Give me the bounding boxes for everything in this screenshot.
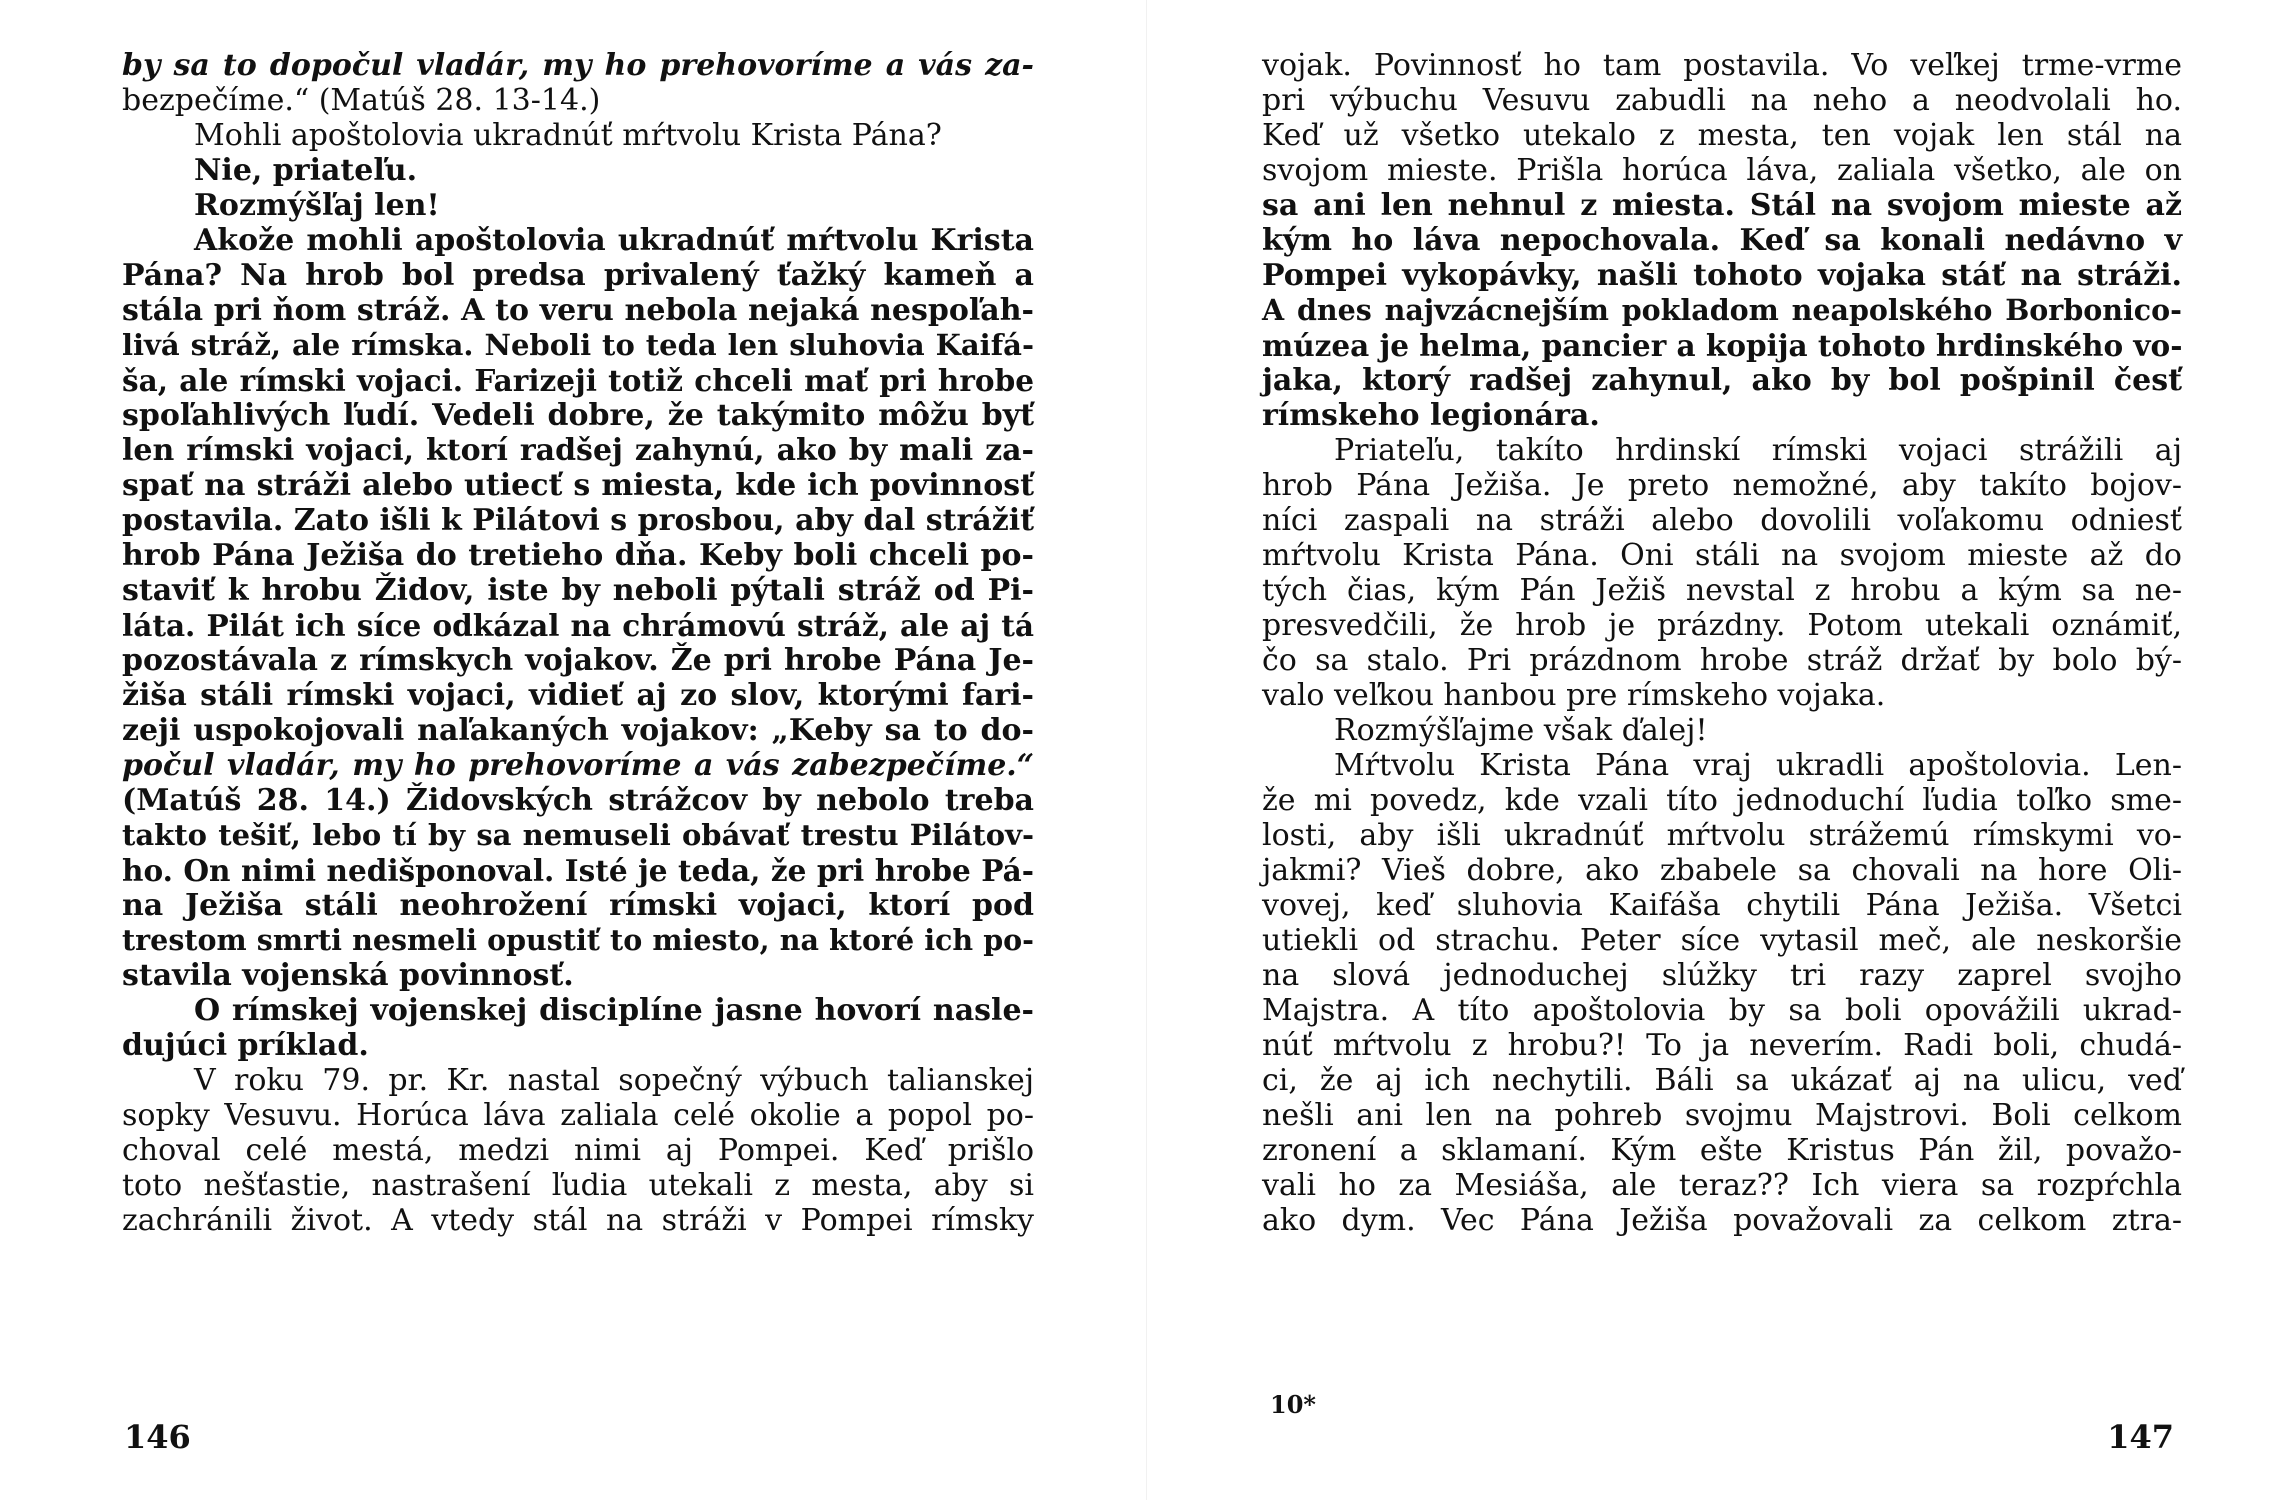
text-line: pri výbuchu Vesuvu zabudli na neho a neodvolali ho. bbox=[1262, 83, 2182, 118]
text-line: Nie, priateľu. bbox=[194, 153, 418, 188]
text-line: zachránili život. A vtedy stál na stráži v Pompei rímsky bbox=[122, 1203, 1034, 1238]
text-line: staviť k hrobu Židov, iste by neboli pýtali stráž od Pi- bbox=[122, 573, 1034, 608]
text-line: Mohli apoštolovia ukradnúť mŕtvolu Krista Pána? bbox=[194, 118, 942, 153]
text-line: Pána? Na hrob bol predsa privalený ťažký kameň a bbox=[122, 258, 1034, 293]
text-line: ako dym. Vec Pána Ježiša považovali za celkom ztra- bbox=[1262, 1203, 2182, 1238]
text-line: múzea je helma, pancier a kopija tohoto hrdinského vo- bbox=[1262, 328, 2183, 363]
text-line: ci, že aj ich nechytili. Báli sa ukázať aj na ulicu, veď bbox=[1262, 1063, 2182, 1098]
text-line: čo sa stalo. Pri prázdnom hrobe stráž držať by bolo bý- bbox=[1262, 643, 2182, 678]
right-page bbox=[1146, 0, 2292, 1500]
text-line: svojom mieste. Prišla horúca láva, zaliala všetko, ale on bbox=[1262, 153, 2182, 188]
text-line: na Ježiša stáli neohrožení rímski vojaci, ktorí pod bbox=[122, 888, 1034, 923]
text-line: O rímskej vojenskej disciplíne jasne hovorí nasle- bbox=[194, 993, 1034, 1028]
left-page-number: 146 bbox=[124, 1418, 191, 1456]
text-line: utiekli od strachu. Peter síce vytasil meč, ale neskoršie bbox=[1262, 923, 2182, 958]
text-line: níci zaspali na stráži alebo dovolili voľakomu odniesť bbox=[1262, 503, 2182, 538]
text-line: mŕtvolu Krista Pána. Oni stáli na svojom mieste až do bbox=[1262, 538, 2182, 573]
printer-signature-mark: 10* bbox=[1270, 1390, 1316, 1419]
text-line: spať na stráži alebo utiecť s miesta, kde ich povinnosť bbox=[122, 468, 1034, 503]
text-line: stavila vojenská povinnosť. bbox=[122, 958, 574, 993]
text-line: rímskeho legionára. bbox=[1262, 398, 1600, 433]
text-line: pozostávala z rímskych vojakov. Že pri hrobe Pána Je- bbox=[122, 643, 1034, 678]
text-line: bezpečíme.“ (Matúš 28. 13-14.) bbox=[122, 83, 601, 118]
text-line: spoľahlivých ľudí. Vedeli dobre, že takýmito môžu byť bbox=[122, 398, 1034, 433]
text-line: valo veľkou hanbou pre rímskeho vojaka. bbox=[1262, 678, 1886, 713]
right-page-text bbox=[1262, 48, 2182, 1238]
text-line: Majstra. A títo apoštolovia by sa boli opovážili ukrad- bbox=[1262, 993, 2182, 1028]
text-line: by sa to dopočul vladár, my ho prehovoríme a vás za- bbox=[122, 48, 1034, 83]
text-line: presvedčili, že hrob je prázdny. Potom utekali oznámiť, bbox=[1262, 608, 2182, 643]
text-line: stála pri ňom stráž. A to veru nebola nejaká nespoľah- bbox=[122, 293, 1034, 328]
text-line: jaka, ktorý radšej zahynul, ako by bol pošpinil česť bbox=[1262, 363, 2182, 398]
text-line: Priateľu, takíto hrdinskí rímski vojaci strážili aj bbox=[1334, 433, 2182, 468]
text-line: hrob Pána Ježiša. Je preto nemožné, aby takíto bojov- bbox=[1262, 468, 2182, 503]
text-line: takto tešiť, lebo tí by sa nemuseli obávať trestu Pilátov- bbox=[122, 818, 1034, 852]
text-line: ho. On nimi nedišponoval. Isté je teda, že pri hrobe Pá- bbox=[122, 853, 1034, 888]
text-line: počul vladár, my ho prehovoríme a vás zabezpečíme.“ bbox=[122, 748, 1034, 783]
text-line: tých čias, kým Pán Ježiš nevstal z hrobu a kým sa ne- bbox=[1262, 573, 2182, 608]
text-line: sopky Vesuvu. Horúca láva zaliala celé okolie a popol po- bbox=[122, 1098, 1034, 1133]
text-line: hrob Pána Ježiša do tretieho dňa. Keby boli chceli po- bbox=[122, 538, 1034, 573]
right-page-number: 147 bbox=[2107, 1418, 2174, 1456]
text-line: Rozmýšľajme však ďalej! bbox=[1334, 713, 1708, 748]
text-line: kým ho láva nepochovala. Keď sa konali nedávno v bbox=[1262, 223, 2182, 258]
text-line: len rímski vojaci, ktorí radšej zahynú, ako by mali za- bbox=[122, 433, 1034, 468]
text-line: trestom smrti nesmeli opustiť to miesto, na ktoré ich po- bbox=[122, 923, 1034, 957]
left-page-text bbox=[122, 48, 1034, 1238]
text-line: ša, ale rímski vojaci. Farizeji totiž chceli mať pri hrobe bbox=[122, 363, 1034, 398]
text-line: na slová jednoduchej slúžky tri razy zaprel svojho bbox=[1262, 958, 2182, 993]
text-line: že mi povedz, kde vzali títo jednoduchí ľudia toľko sme- bbox=[1262, 783, 2182, 818]
text-line: Akože mohli apoštolovia ukradnúť mŕtvolu Krista bbox=[194, 223, 1034, 258]
text-line: V roku 79. pr. Kr. nastal sopečný výbuch talianskej bbox=[194, 1063, 1034, 1098]
text-line: losti, aby išli ukradnúť mŕtvolu strážemú rímskymi vo- bbox=[1262, 818, 2182, 853]
text-line: livá stráž, ale rímska. Neboli to teda len sluhovia Kaifá- bbox=[122, 328, 1034, 362]
text-line: vovej, keď sluhovia Kaifáša chytili Pána Ježiša. Všetci bbox=[1262, 888, 2182, 923]
text-line: Keď už všetko utekalo z mesta, ten vojak len stál na bbox=[1262, 118, 2182, 153]
text-line: zeji uspokojovali naľakaných vojakov: „Keby sa to do- bbox=[122, 713, 1034, 748]
text-line: žiša stáli rímski vojaci, vidieť aj zo slov, ktorými fari- bbox=[122, 678, 1034, 713]
text-line: toto nešťastie, nastrašení ľudia utekali z mesta, aby si bbox=[122, 1168, 1034, 1203]
text-line: (Matúš 28. 14.) Židovských strážcov by nebolo treba bbox=[122, 783, 1034, 818]
text-line: vali ho za Mesiáša, ale teraz?? Ich viera sa rozpŕchla bbox=[1262, 1168, 2182, 1203]
text-line: Rozmýšľaj len! bbox=[194, 188, 440, 223]
text-line: vojak. Povinnosť ho tam postavila. Vo veľkej trme-vrme bbox=[1262, 48, 2182, 83]
text-line: A dnes najvzácnejším pokladom neapolského Borbonico- bbox=[1262, 293, 2182, 327]
text-line: sa ani len nehnul z miesta. Stál na svojom mieste až bbox=[1262, 188, 2182, 223]
text-line: núť mŕtvolu z hrobu?! To ja neverím. Radi boli, chudá- bbox=[1262, 1028, 2182, 1063]
text-line: nešli ani len na pohreb svojmu Majstrovi. Boli celkom bbox=[1262, 1098, 2182, 1133]
text-line: choval celé mestá, medzi nimi aj Pompei. Keď prišlo bbox=[122, 1133, 1034, 1168]
text-line: postavila. Zato išli k Pilátovi s prosbou, aby dal strážiť bbox=[122, 503, 1034, 538]
text-line: jakmi? Vieš dobre, ako zbabele sa chovali na hore Oli- bbox=[1262, 853, 2182, 888]
text-line: zronení a sklamaní. Kým ešte Kristus Pán žil, považo- bbox=[1262, 1133, 2182, 1168]
text-line: dujúci príklad. bbox=[122, 1028, 369, 1063]
text-line: láta. Pilát ich síce odkázal na chrámovú stráž, ale aj tá bbox=[122, 608, 1034, 643]
text-line: Mŕtvolu Krista Pána vraj ukradli apoštolovia. Len- bbox=[1334, 748, 2182, 783]
text-line: Pompei vykopávky, našli tohoto vojaka stáť na stráži. bbox=[1262, 258, 2182, 293]
